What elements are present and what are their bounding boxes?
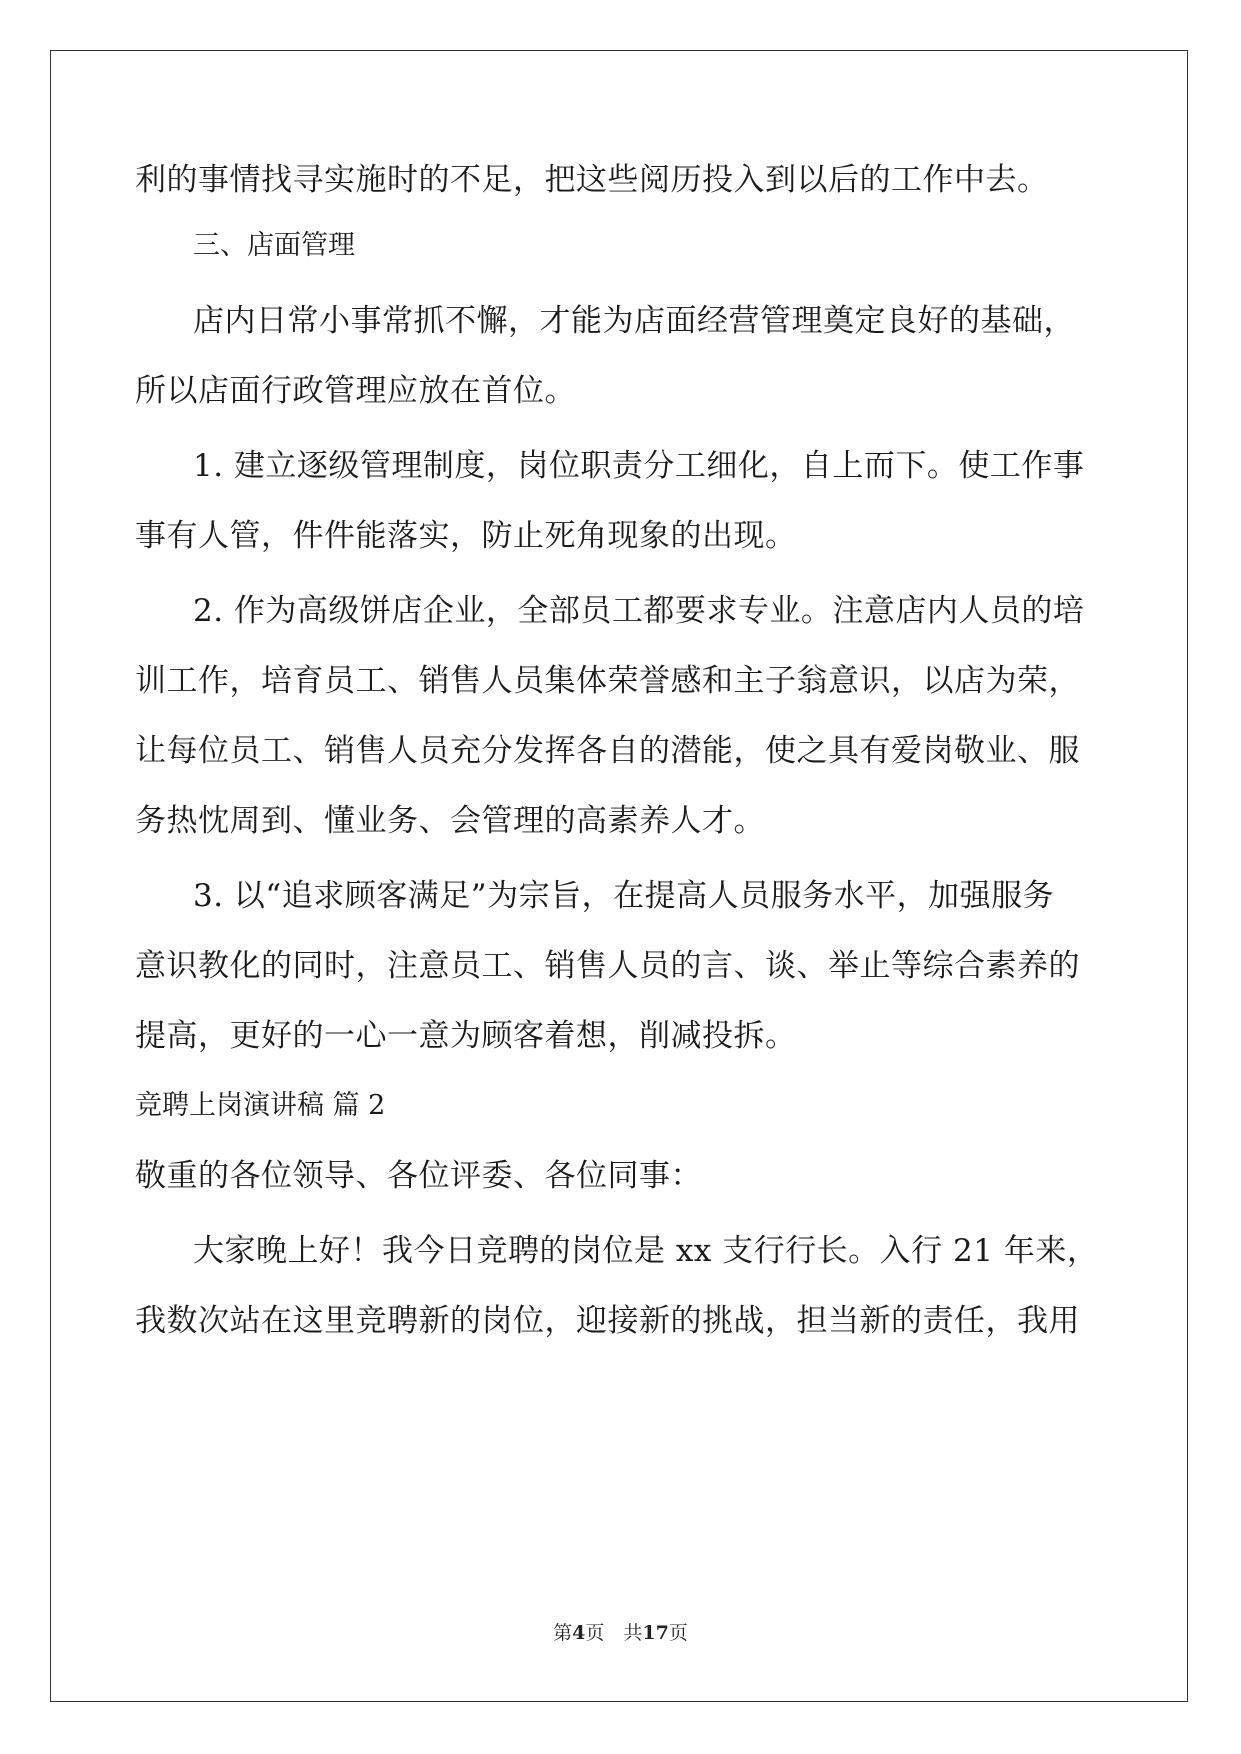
article-title: 竞聘上岗演讲稿 篇 2 (135, 1090, 386, 1121)
section-heading-3: 三、店面管理 (193, 230, 355, 261)
list-item-2-line-2: 训工作，培育员工、销售人员集体荣誉感和主子翁意识，以店为荣， (135, 663, 1080, 699)
total-page-number: 17 (642, 1622, 669, 1644)
body-line-3: 店内日常小事常抓不懈，才能为店面经营管理奠定良好的基础， (193, 303, 1075, 339)
list-item-3-line-2: 意识教化的同时，注意员工、销售人员的言、谈、举止等综合素养的 (135, 948, 1080, 984)
salutation: 敬重的各位领导、各位评委、各位同事： (135, 1158, 702, 1194)
footer-suffix: 页 (668, 1622, 688, 1644)
speech-line-1: 大家晚上好！我今日竞聘的岗位是 xx 支行行长。入行 21 年来， (193, 1233, 1099, 1269)
list-item-1-line-2: 事有人管，件件能落实，防止死角现象的出现。 (135, 518, 797, 554)
list-item-2-line-3: 让每位员工、销售人员充分发挥各自的潜能，使之具有爱岗敬业、服 (135, 733, 1080, 769)
speech-line-2: 我数次站在这里竞聘新的岗位，迎接新的挑战，担当新的责任，我用 (135, 1303, 1080, 1339)
footer-prefix: 第 (553, 1622, 573, 1644)
current-page-number: 4 (572, 1622, 586, 1644)
body-line-4: 所以店面行政管理应放在首位。 (135, 373, 576, 409)
body-line-1: 利的事情找寻实施时的不足，把这些阅历投入到以后的工作中去。 (135, 162, 1049, 198)
page-footer (0, 1621, 1241, 1645)
list-item-2-line-1: 2. 作为高级饼店企业，全部员工都要求专业。注意店内人员的培 (193, 593, 1085, 629)
list-item-2-line-4: 务热忱周到、懂业务、会管理的高素养人才。 (135, 803, 765, 839)
footer-middle: 页 共 (585, 1622, 643, 1644)
list-item-3-line-1: 3. 以“追求顾客满足”为宗旨，在提高人员服务水平，加强服务 (193, 878, 1055, 914)
list-item-1-line-1: 1. 建立逐级管理制度，岗位职责分工细化，自上而下。使工作事 (193, 448, 1085, 484)
list-item-3-line-3: 提高，更好的一心一意为顾客着想，削减投拆。 (135, 1018, 797, 1054)
